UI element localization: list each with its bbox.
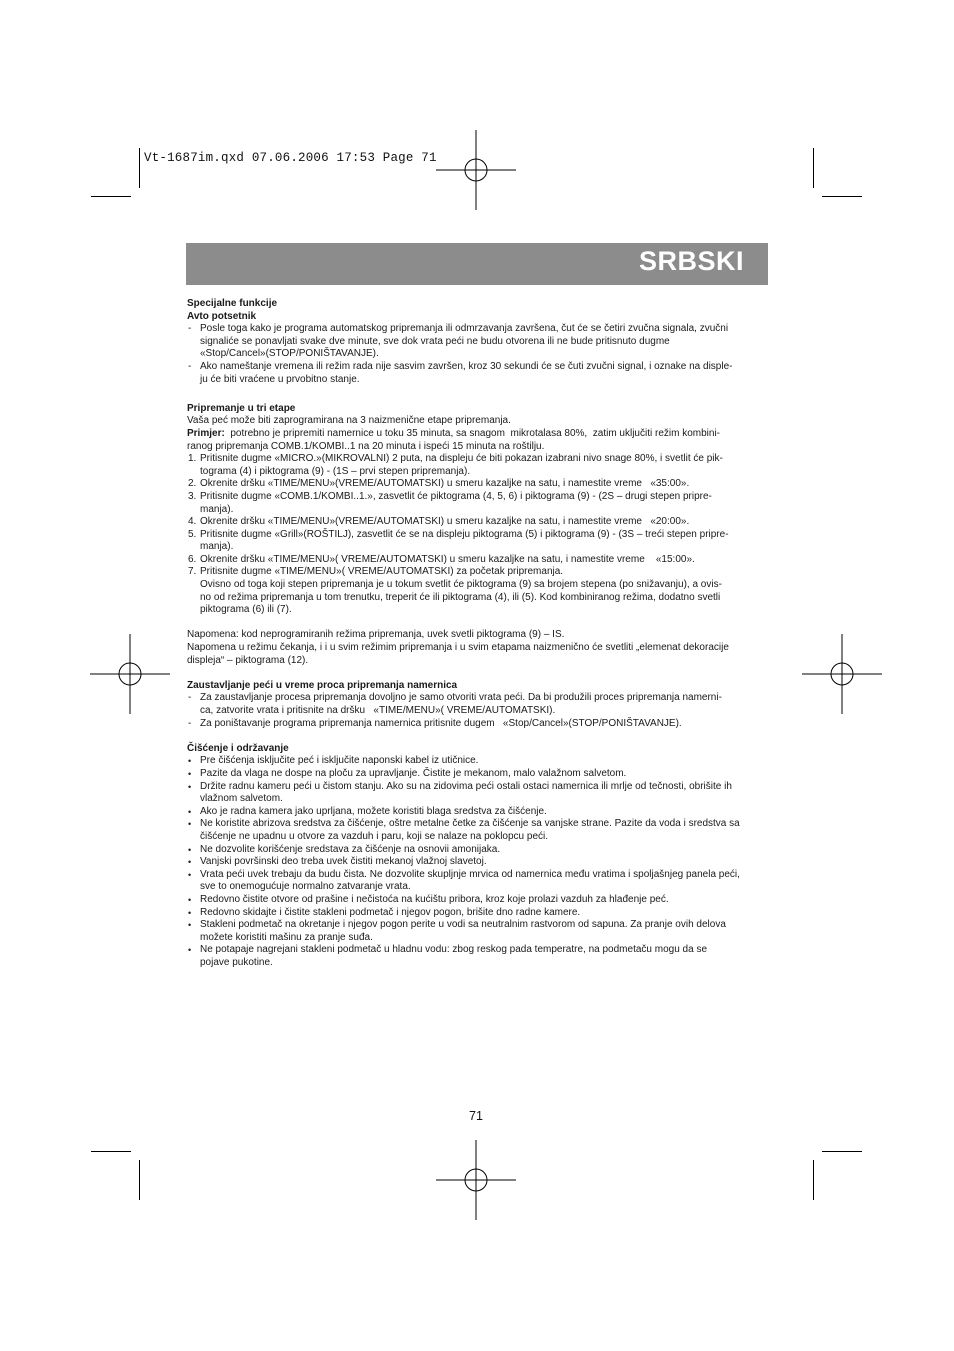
list-item — [187, 453, 767, 478]
list-marker: - — [188, 360, 192, 372]
registration-mark — [436, 1140, 516, 1220]
text-line: signaliće se ponavljati svake dve minute, sve dok vrata peći ne budu otvorena ili ne bude pritisnuto dugme — [200, 335, 670, 347]
list-item — [187, 919, 767, 944]
crop-mark — [139, 1160, 140, 1200]
paragraph — [187, 428, 767, 441]
text-line: Pritisnite dugme «MICRO.»(MIKROVALNI) 2 puta, na displeju će biti pokazan izabrani nivo snage 80%, i svetlit će pik- — [200, 453, 723, 465]
list-item — [187, 491, 767, 516]
crop-mark — [822, 196, 862, 197]
list-item — [187, 818, 767, 843]
example-label: Primjer: — [187, 427, 225, 439]
text-line: Pritisnite dugme «COMB.1/KOMBI..1.», zasvetlit će piktograma (4, 5, 6) i piktograma (9) - (2S – drugi stepen pripre- — [200, 490, 712, 502]
crop-mark — [91, 1151, 131, 1152]
registration-mark — [802, 634, 882, 714]
text-line: Okrenite dršku «TIME/MENU»( VREME/AUTOMATSKI) u smeru kazaljke na satu, i namestite vreme «15:00». — [200, 553, 695, 565]
bullet: • — [188, 894, 192, 905]
crop-mark — [91, 196, 131, 197]
text-line: sve to onemogućuje normalno zatvaranje vrata. — [200, 881, 411, 893]
list-marker: - — [188, 692, 192, 704]
text-line: no od režima pripremanja u tom trenutku, treperit će ili piktograma (4), ili (5). Kod kombiniranog režima, dodatno svetli — [200, 591, 721, 603]
bullet: • — [188, 781, 192, 792]
text-line: Za poništavanje programa pripremanja namernica pritisnite dugem «Stop/Cancel»(STOP/PONIŠTAVANJE). — [200, 717, 682, 729]
text-line: Držite radnu kameru peći u čistom stanju. Ako su na zidovima peći ostali ostaci namernica ili mrlje od tečnosti, obrišite ih — [200, 780, 732, 792]
banner-title: SRBSKI — [638, 246, 744, 276]
list-item — [187, 516, 767, 529]
crop-mark — [813, 1160, 814, 1200]
section-subtitle: Avto potsetnik — [187, 310, 257, 322]
list-item — [187, 844, 767, 857]
text-line: potrebno je pripremiti namernice u toku 35 minuta, sa snagom mikrotalasa 80%, zatim uključiti režim kombini- — [224, 427, 721, 439]
text-line: vlažnom salvetom. — [200, 793, 283, 805]
text-line: Redovno skidajte i čistite stakleni podmetač i njegov pogon, brišite dno radne kamere. — [200, 906, 581, 918]
list-item — [187, 856, 767, 869]
list-marker: 6. — [188, 553, 197, 565]
text-line: Pritisnite dugme «TIME/MENU»( VREME/AUTOMATSKI) za početak pripremanja. — [200, 566, 564, 578]
bullet: • — [188, 920, 192, 931]
bullet: • — [188, 806, 192, 817]
list-item — [187, 907, 767, 920]
text-line: čišćenje ne upadnu u otvore za vazduh i paru, koji se nalaze na poklopcu peći. — [200, 830, 549, 842]
text-line: Ne koristite abrizova sredstva za čišćenje, oštre metalne četke za čišćenje sa vanjske strane. Pazite da voda i sredstva sa — [200, 818, 740, 830]
list-item — [187, 566, 767, 616]
list-marker: - — [188, 717, 192, 729]
text-line: ca, zatvorite vrata i pritisnite na dršku «TIME/MENU»( VREME/AUTOMATSKI). — [200, 705, 556, 716]
list-item — [187, 781, 767, 806]
paragraph: Vaša peć može biti zaprogramirana na 3 naizmenične etape pripremanja. — [187, 415, 511, 427]
list-item — [187, 478, 767, 491]
list-item — [187, 944, 767, 969]
text-line: Redovno čistite otvore od prašine i nečistoća na kućištu pribora, kroz koje prolazi vazduh za hlađenje peć. — [200, 893, 669, 905]
text-line: tograma (4) i piktograma (9) - (1S – prvi stepen pripremanja). — [200, 465, 471, 477]
text-line: Vrata peći uvek trebaju da budu čista. Ne dozvolite skupljnje mrvica od namernica među vratima i spoljašnjeg panela peći, — [200, 868, 740, 880]
bullet: • — [188, 768, 192, 779]
bullet: • — [188, 945, 192, 956]
text-line: Ne potapaje nagrejani stakleni podmetač u hladnu vodu: zbog reskog pada temperatre, na podmetaču mogu da se — [200, 944, 708, 956]
text-line: piktograma (6) ili (7). — [200, 604, 292, 616]
bullet: • — [188, 819, 192, 830]
list-item — [187, 554, 767, 567]
text-line: Pre čišćenja isključite peć i isključite naponski kabel iz utičnice. — [200, 755, 479, 767]
section-title: Specijalne funkcije — [187, 298, 278, 309]
text-line: manja). — [200, 541, 234, 553]
page-number: 71 — [469, 1109, 483, 1123]
text-line: ranog pripremanja COMB.1/KOMBI..1 na 20 minuta i ispeći 15 minuta na roštilju. — [187, 440, 545, 452]
list-item — [187, 529, 767, 554]
note: Napomena: kod neprogramiranih režima pripremanja, uvek svetli piktograma (9) – IS. — [187, 629, 565, 641]
list-marker: - — [188, 323, 192, 335]
bullet: • — [188, 857, 192, 868]
list-item — [187, 692, 767, 717]
list-item — [187, 323, 767, 361]
list-item — [187, 361, 767, 386]
document-body — [187, 298, 767, 969]
list-item — [187, 755, 767, 768]
list-marker: 1. — [188, 453, 197, 465]
text-line: Ovisno od toga koji stepen pripremanja je u tokum svetlit će piktograma (9) sa brojem stepena (po snižavanju), a ovis- — [200, 579, 722, 591]
crop-mark — [822, 1151, 862, 1152]
text-line: Okrenite dršku «TIME/MENU»(VREME/AUTOMATSKI) u smeru kazaljke na satu, i namestite vreme «20:00». — [200, 516, 690, 528]
list-item — [187, 768, 767, 781]
bullet: • — [188, 756, 192, 767]
crop-mark — [139, 148, 140, 188]
list-item — [187, 806, 767, 819]
text-line: Pritisnite dugme «Grill»(ROŠTILJ), zasvetlit će se na displeju piktograma (5) i piktograma (9) - (3S – treći stepen pripre- — [200, 528, 729, 540]
text-line: pojave pukotine. — [200, 956, 273, 968]
note: Napomena u režimu čekanja, i i u svim režimim pripremanja i u svim etapama naizmenično će svetliti „elemenat dekoracije — [187, 642, 729, 654]
text-line: Posle toga kako je programa automatskog pripremanja ili odmrzavanja završena, čut će se četiri zvučna signala, zvučni — [200, 323, 729, 335]
bullet: • — [188, 869, 192, 880]
list-marker: 4. — [188, 516, 197, 528]
list-item — [187, 718, 767, 731]
registration-mark — [436, 130, 516, 210]
list-marker: 3. — [188, 490, 197, 502]
list-marker: 5. — [188, 528, 197, 540]
bullet: • — [188, 907, 192, 918]
text-line: možete koristiti mašinu za pranje suđa. — [200, 931, 373, 943]
text-line: Pazite da vlaga ne dospe na ploču za upravljanje. Čistite je mekanom, malo valažnom salvetom. — [200, 767, 627, 779]
text-line: Za zaustavljanje procesa pripremanja dovoljno je samo otvoriti vrata peći. Da bi produžili proces pripremanja namerni- — [200, 692, 722, 704]
section-title: Zaustavljanje peći u vreme proca pripremanja namernica — [187, 679, 458, 691]
section-title: Čišćenje i održavanje — [187, 742, 289, 754]
bullet: • — [188, 844, 192, 855]
text-line: Stakleni podmetač na okretanje i njegov pogon perite u vodi sa neutralnim rastvorom od sapuna. Za pranje ovih delova — [200, 919, 726, 931]
text-line: «Stop/Cancel»(STOP/PONIŠTAVANJE). — [200, 348, 379, 360]
list-marker: 2. — [188, 478, 197, 490]
registration-mark — [90, 634, 170, 714]
text-line: Ne dozvolite korišćenje sredstava za čišćenje na osnovii amonijaka. — [200, 843, 501, 855]
note: displeja“ – piktograma (12). — [187, 654, 309, 666]
text-line: Ako nameštanje vremena ili režim rada nije sasvim završen, kroz 30 sekundi će se čuti zvučni signal, i oznake na disple- — [200, 360, 733, 372]
text-line: manja). — [200, 503, 234, 515]
language-banner — [186, 243, 768, 285]
list-item — [187, 869, 767, 894]
text-line: Ako je radna kamera jako uprljana, možete koristiti blaga sredstva za čišćenje. — [200, 805, 547, 817]
list-marker: 7. — [188, 566, 197, 578]
text-line: Okrenite dršku «TIME/MENU»(VREME/AUTOMATSKI) u smeru kazaljke na satu, i namestite vreme «35:00». — [200, 478, 690, 490]
file-header: Vt-1687im.qxd 07.06.2006 17:53 Page 71 — [144, 151, 437, 165]
crop-mark — [813, 148, 814, 188]
section-title: Pripremanje u tri etape — [187, 402, 296, 414]
text-line: ju će biti vraćene u prvobitno stanje. — [200, 373, 360, 385]
list-item — [187, 894, 767, 907]
text-line: Vanjski površinski deo treba uvek čistiti mekanoj vlažnoj slavetoj. — [200, 856, 487, 868]
